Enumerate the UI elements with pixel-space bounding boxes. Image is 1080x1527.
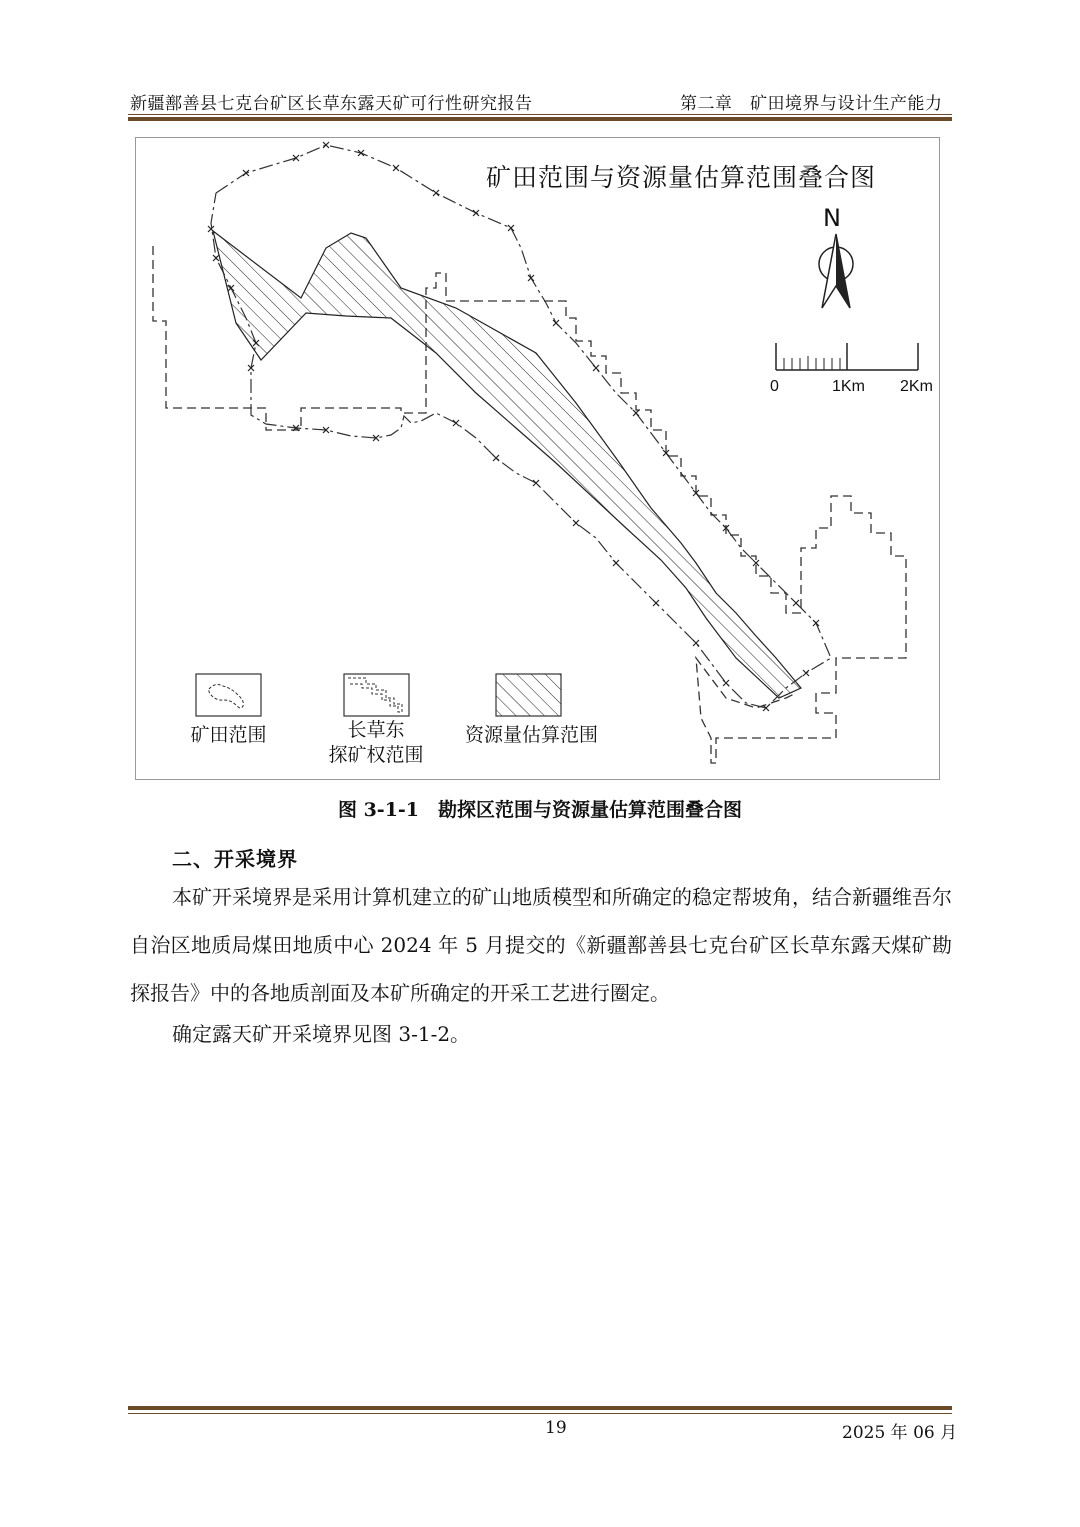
legend-mine-field-label: 矿田范围: [190, 724, 267, 746]
header-rule-thin: [128, 114, 952, 115]
map-title: 矿田范围与资源量估算范围叠合图: [486, 163, 877, 192]
body-paragraph-1: [130, 873, 952, 1017]
legend-exploration-label: [311, 718, 441, 768]
scale-label-2km: 2Km: [900, 378, 933, 395]
legend-mine-field-swatch: [196, 674, 261, 716]
legend-resource-swatch: [496, 674, 561, 716]
section-title: 二、开采境界: [172, 847, 298, 871]
header-title: 新疆鄯善县七克台矿区长草东露天矿可行性研究报告: [130, 94, 533, 114]
footer-rule-thick: [128, 1406, 952, 1410]
footer-rule-thin: [128, 1413, 952, 1414]
body-paragraph-2: [130, 1010, 952, 1058]
legend-exploration-swatch: [344, 674, 409, 716]
scale-label-0: 0: [770, 378, 779, 395]
scale-label-1km: 1Km: [832, 378, 865, 395]
legend-exploration-line2: 探矿权范围: [328, 744, 424, 766]
header-chapter: 第二章 矿田境界与设计生产能力: [680, 94, 943, 114]
map-drawing: [136, 138, 939, 779]
paragraph-text: 本矿开采境界是采用计算机建立的矿山地质模型和所确定的稳定帮坡角，结合新疆维吾尔自治区地质局煤田地质中心 2024 年 5 月提交的《新疆鄯善县七克台矿区长草东露天煤矿勘探报告》中的各地质剖面及本矿所确定的开采工艺进行圈定。: [130, 885, 952, 1005]
footer-date: 2025 年 06 月: [842, 1423, 958, 1443]
paragraph-text: 确定露天矿开采境界见图 3-1-2。: [172, 1022, 471, 1046]
legend-resource-label: 资源量估算范围: [464, 724, 598, 746]
north-arrow-icon: [819, 234, 853, 308]
scale-bar: [776, 343, 918, 370]
figure-caption: 图 3-1-1 勘探区范围与资源量估算范围叠合图: [337, 799, 743, 821]
north-label: N: [823, 204, 841, 232]
map-figure: [135, 137, 940, 780]
legend-exploration-line1: 长草东: [347, 719, 405, 741]
header-rule-thick: [128, 117, 952, 121]
page-number: 19: [545, 1418, 567, 1438]
